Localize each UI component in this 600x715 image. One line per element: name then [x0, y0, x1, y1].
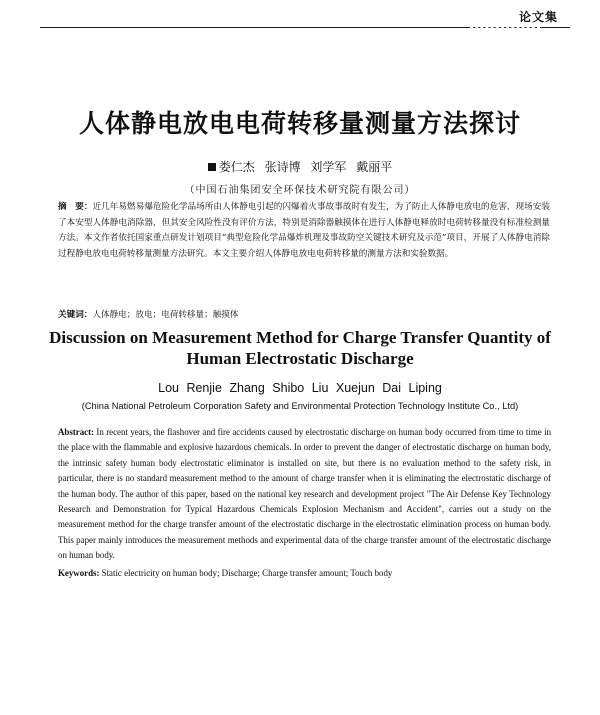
chinese-keywords-label: 关键词： [58, 310, 93, 320]
english-keywords [58, 566, 551, 580]
english-keywords-text: Static electricity on human body; Discharge; Charge transfer amount; Touch body [101, 568, 393, 578]
english-abstract [58, 425, 551, 564]
chinese-keywords-text: 人体静电；放电；电荷转移量；触摸体 [92, 310, 239, 320]
section-label: 论文集 [518, 10, 558, 24]
english-authors: Lou Renjie Zhang Shibo Liu Xuejun Dai Liping [158, 381, 442, 395]
english-abstract-label: Abstract: [58, 427, 94, 437]
chinese-abstract [58, 200, 550, 262]
chinese-title: 人体静电放电电荷转移量测量方法探讨 [78, 109, 521, 138]
chinese-affiliation: （中国石油集团安全环保技术研究院有限公司） [184, 185, 416, 196]
chinese-authors-text: 娄仁杰 张诗博 刘学军 戴丽平 [218, 160, 393, 174]
chinese-authors [0, 158, 600, 175]
english-title: Discussion on Measurement Method for Charge Transfer Quantity of Human Electrostatic Discharge [49, 328, 551, 368]
english-affiliation: (China National Petroleum Corporation Safety and Environmental Protection Technology Institute Co., Ltd) [81, 401, 519, 411]
chinese-abstract-text: 近几年易燃易爆危险化学品场所由人体静电引起的闪爆着火事故事故时有发生，为了防止人体静电放电的危害，现场安装了本安型人体静电消除器，但其安全风险性没有评价方法，特别是消除器触摸体在进行人体静电释放时电荷转移量没有标准检测量方法。本文作者依托国家重点研发计划项目“典型危险化学品爆炸机理及事故防空关键技术研究及示范”项目，开展了人体静电消除过程静电放电电荷转移量测量方法研究。本文主要介绍人体静电放电电荷转移量的测量方法和实验数据。 [58, 202, 550, 259]
square-bullet-icon [208, 163, 216, 171]
chinese-abstract-label: 摘 要： [58, 202, 93, 212]
header-rule-gap [470, 27, 540, 28]
english-keywords-label: Keywords: [58, 568, 100, 578]
english-abstract-text: In recent years, the flashover and fire accidents caused by electrostatic discharge on human body occurred from time to time in the place with the flammable and explosive hazardous chemicals. In order to prevent the danger of electrostatic discharge on human body, the intrinsic safety human body electrostatic eliminator is installed on site, but there is no evaluation method to the safety risk, in particular, there is no standard measurement method to the amount of charge transfer when it is eliminating the electrostatic discharge of the human body. The author of this paper, based on the national key research and development project "The Air Defense Key Technology Research and Demonstration for Typical Hazardous Chemicals Explosion Mechanism and Accident", carries out a study on the measurement method for the charge transfer amount of the electrostatic discharge in the electrostatic elimination process on human body. This paper mainly introduces the measurement methods and experimental data of the charge transfer amount of the electrostatic discharge on human body. [58, 427, 552, 561]
chinese-keywords [58, 308, 550, 322]
